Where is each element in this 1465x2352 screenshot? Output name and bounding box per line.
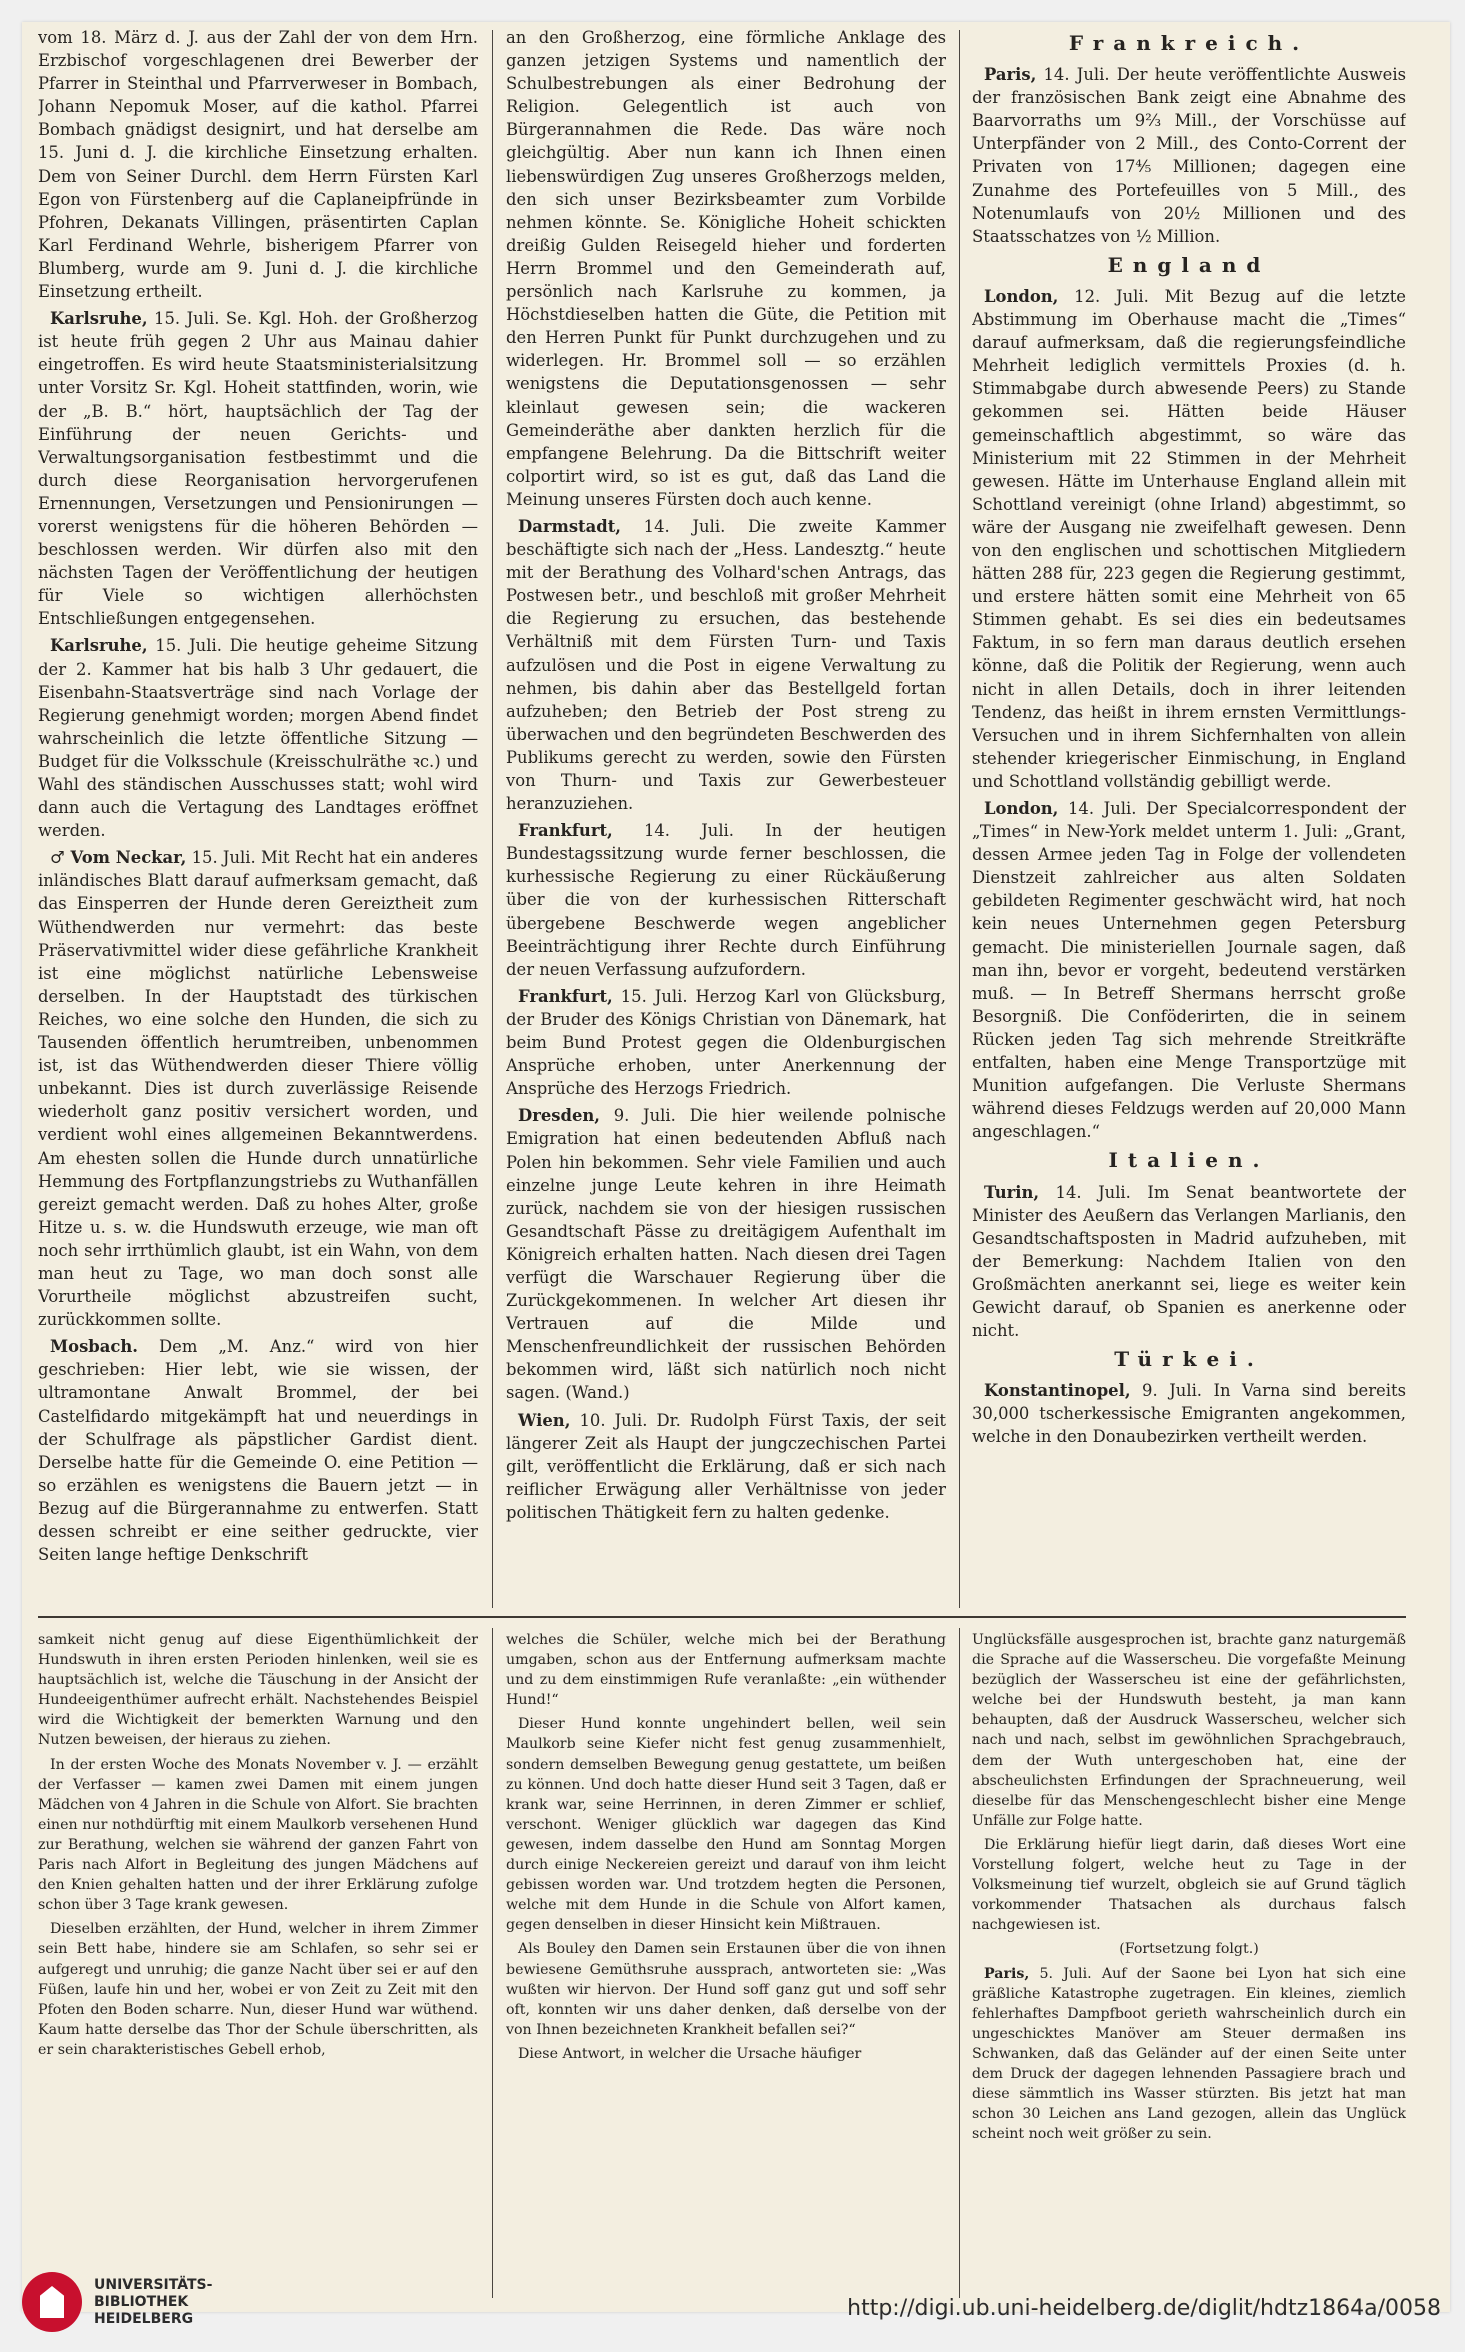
section-heading: Türkei. [1114,1347,1264,1372]
article-paragraph [38,1335,478,1566]
article-paragraph [506,2044,946,2064]
article-text: Diese Antwort, in welcher die Ursache häufiger [518,2045,862,2062]
dateline: Paris, [984,65,1037,85]
dateline: Darmstadt, [518,516,621,536]
article-text: 14. Juli. In der heutigen Bundestagssitzung wurde ferner beschlossen, die kurhessische Regierung zu einer Rückäußerung über die von der kurhessischen Ritterschaft übergebene Beschwerde wegen angeblicher Beeinträchtigung ihrer Rechte durch Einführung der neuen Verfassung aufzufordern. [506,821,946,979]
article-paragraph [506,1939,946,2039]
dateline: Konstantinopel, [984,1381,1131,1401]
column-divider [492,30,493,1608]
article-paragraph [38,307,478,630]
dateline: Dresden, [518,1106,601,1126]
section-heading: Italien. [1108,1148,1270,1173]
column-1 [38,26,478,1608]
article-paragraph [972,797,1406,1143]
article-paragraph [506,819,946,981]
article-text: 10. Juli. Dr. Rudolph Fürst Taxis, der seit längerer Zeit als Haupt der jungczechischen Partei gilt, veröffentlicht die Erklärung, daß er sich nach reiflicher Erwägung aller Verhältnisse von jeder politischen Thätigkeit fern zu halten gedenke. [506,1410,946,1522]
article-text: 14. Juli. Der Specialcorrespondent der „Times“ in New-York meldet unterm 1. Juli: „Grant, dessen Armee jeden Tag in Folge der vollendeten Dienstzeit zahlreicher aus alten Soldaten gebildeten Regimenter geschwächt wird, hat noch kein neues Unternehmen gegen Petersburg gemacht. Die ministeriellen Journale sagen, daß man ihn, bevor er vorgeht, bedeutend verstärken muß. — In Betreff Shermans herrscht große Besorgniß. Die Conföderirten, die in seinem Rücken jeden Tag sich mehrende Streitkräfte entfalten, haben eine Menge Transportzüge mit Munition aufgefangen. Die Verluste Shermans während dieses Feldzugs werden auf 20,000 Mann angeschlagen.“ [972,799,1406,1142]
article-paragraph [506,1630,946,1710]
article-paragraph [38,634,478,842]
article-text: 14. Juli. Der heute veröffentlichte Ausweis der französischen Bank zeigt eine Abnahme des Baarvorraths um 9⅔ Mill., der Vorschüsse auf Unterpfänder von 2 Mill., des Conto-Corrent der Privaten von 17⁴⁄₅ Millionen; dagegen eine Zunahme des Portefeuilles von 5 Mill., des Notenumlaufs von 20½ Millionen und des Staatsschatzes von ½ Million. [972,65,1406,246]
article-text: 12. Juli. Mit Bezug auf die letzte Abstimmung im Oberhause macht die „Times“ darauf aufmerksam, daß die regierungsfeindliche Mehrheit lediglich vermittels Proxies (d. h. Stimmabgabe durch abwesende Peers) zu Stande gekommen sei. Hätten beide Häuser gemeinschaftlich abgestimmt, so wäre das Ministerium mit 22 Stimmen in der Mehrheit gewesen. Hätte im Unterhause England allein mit Schottland vereinigt (ohne Irland) abgestimmt, so wäre der Ausgang nie zweifelhaft gewesen. Denn von den englischen und schottischen Mitgliedern hätten 288 für, 223 gegen die Regierung gestimmt, und erstere hätten somit eine Mehrheit von 65 Stimmen gehabt. Es sei dies ein bedeutsames Faktum, in so fern man daraus deutlich ersehen könne, daß die Politik der Regierung, wenn auch nicht in allen Details, doch in ihrer leitenden Tendenz, das heißt in ihrem ernsten Vermittlungs-Versuchen und in ihrem Sichfernhalten von allein stehender kriegerischer Einmischung, in England und Schottland vollständig gebilligt werde. [972,286,1406,791]
article-paragraph [38,1919,478,2060]
library-logo[interactable] [22,2272,212,2332]
article-paragraph [506,515,946,815]
column-divider [959,1628,960,2298]
article-text: Unglücksfälle ausgesprochen ist, brachte ganz naturgemäß die Sprache auf die Wasserscheu. Die vorgefaßte Meinung bezüglich der Wasserscheu ist eine der gefährlichsten, welche bei der Hundswuth besteht, ja man kann behaupten, daß der Ausdruck Wasserscheu, welcher sich nach und nach, selbst im gewöhnlichen Sprachgebrauch, dem der Wuth untergeschoben hat, eine der abscheulichsten Erfindungen der Sprachneuerung, weil dieselbe für das Menschengeschlecht bisher eine Menge Unfälle zur Folge hatte. [972,1632,1406,1829]
library-name: UNIVERSITÄTS- BIBLIOTHEK HEIDELBERG [94,2276,213,2327]
dateline: Wien, [518,1410,571,1430]
article-text: 15. Juli. Mit Recht hat ein anderes inländisches Blatt darauf aufmerksam gemacht, daß das Einsperren der Hunde deren Gereiztheit zum Wüthendwerden nur vermehrt: das beste Präservativmittel wider diese gefährliche Krankheit ist eine möglichst natürliche Lebensweise derselben. In der Hauptstadt des türkischen Reiches, wo eine solche den Hunden, die sich zu Tausenden öffentlich herumtreiben, unbenommen ist, ist das Wüthendwerden dieser Thiere völlig unbekannt. Dies ist durch zuverlässige Reisende wiederholt ganz positiv versichert worden, und verdient wohl eines allgemeinen Bekanntwerdens. Am ehesten sollen die Hunde durch unnatürliche Hemmung des Fortpflanzungstriebs zu Wuthanfällen gereizt gemacht werden. Daß zu hohes Alter, große Hitze u. s. w. die Hundswuth erzeuge, wie man oft noch sehr irrthümlich glaubt, ist ein Wahn, von dem man heut zu Tage, wo man doch sonst alle Vorurtheile möglichst abzustreifen sucht, zurückkommen sollte. [38,848,478,1330]
article-text: Dieser Hund konnte ungehindert bellen, weil sein Maulkorb seine Kiefer nicht fest genug zusammenhielt, sondern demselben Bewegung genug gestattete, um beißen zu können. Und doch hatte dieser Hund seit 3 Tagen, daß er krank war, seine Herrinnen, in deren Zimmer er schlief, verschont. Weniger glücklich war dagegen das Kind gewesen, indem dasselbe den Hund am Sonntag Morgen durch einige Neckereien gereizt und darauf von ihm leicht gebissen worden war. Und trotzdem hegten die Personen, welche mit dem Hunde in die Schule von Alfort kamen, gegen denselben in dieser Hinsicht kein Mißtrauen. [506,1716,946,1934]
dateline: Paris, [984,1965,1030,1982]
article-text: an den Großherzog, eine förmliche Anklage des ganzen jetzigen Systems und namentlich der Schulbestrebungen als einer Bedrohung der Religion. Gelegentlich ist auch von Bürgerannahmen die Rede. Das wäre noch gleichgültig. Aber nun kann ich Ihnen einen liebenswürdigen Zug unseres Großherzogs melden, den sich unser Bezirksbeamter zum Vorbilde nehmen könnte. Se. Königliche Hoheit schickten dreißig Gulden Reisegeld hieher und forderten Herrn Brommel und den Gemeinderath auf, persönlich nach Karlsruhe zu kommen, ja Höchstdieselben hatten die Güte, die Petition mit den Herren Punkt für Punkt durchzugehen und zu widerlegen. Hr. Brommel soll — so erzählen wenigstens die Deputationsgenossen — sehr kleinlaut gewesen sein; die wackeren Gemeinderäthe aber dankten herzlich für die empfangene Belehrung. Da die Bittschrift weiter colportirt wird, so ist es gut, daß das Land die Meinung unseres Fürsten doch auch kenne. [506,28,946,509]
dateline: London, [984,286,1059,306]
article-text: Als Bouley den Damen sein Erstaunen über die von ihnen bewiesene Gemüthsruhe aussprach, antworteten sie: „Was wußten wir hiervon. Der Hund soff ganz gut und soff sehr oft, konnten wir uns daher denken, daß derselbe von der von Ihnen bezeichneten Krankheit befallen sei?“ [506,1941,946,2038]
dateline: Karlsruhe, [50,636,148,656]
article-text: 9. Juli. Die hier weilende polnische Emigration hat einen bedeutenden Abfluß nach Polen hin bekommen. Sehr viele Familien und auch einzelne junge Leute kehren in ihre Heimath zurück, nachdem sie von der hiesigen russischen Gesandtschaft Pässe zu dreitägigem Aufenthalt im Königreich erhalten hatten. Nach diesen drei Tagen verfügt die Warschauer Regierung über die Zurückgekommenen. In welcher Art diesen ihr Vertrauen auf die Milde und Menschenfreundlichkeit der russischen Behörden bekommen wird, läßt sich natürlich noch nicht sagen. (Wand.) [506,1106,946,1403]
dateline: Frankfurt, [518,986,613,1006]
article-paragraph [38,26,478,303]
feuilleton-column-1 [38,1630,478,2310]
dateline: Turin, [984,1182,1040,1202]
article-paragraph [972,1939,1406,1959]
article-paragraph [972,1964,1406,2145]
article-paragraph [972,1181,1406,1343]
article-paragraph [972,63,1406,248]
article-text: samkeit nicht genug auf diese Eigenthümlichkeit der Hundswuth in ihren ersten Perioden hinlenken, weil sie es hauptsächlich ist, welche die Täuschung in der Ansicht der Hundeeigenthümer aufrecht erhält. Nachstehendes Beispiel wird die Wichtigkeit der bemerkten Warnung und den Nutzen beweisen, der hieraus zu ziehen. [38,1632,478,1749]
article-text: 15. Juli. Herzog Karl von Glücksburg, der Bruder des Königs Christian von Dänemark, hat beim Bund Protest gegen die Oldenburgischen Ansprüche erhoben, unter Anerkennung der Ansprüche des Herzogs Friedrich. [506,986,946,1099]
source-url[interactable]: http://digi.ub.uni-heidelberg.de/diglit/hdtz1864a/0058 [847,2296,1441,2321]
article-paragraph [506,985,946,1100]
article-text: Dem „M. Anz.“ wird von hier geschrieben: Hier lebt, wie sie wissen, der ultramontane Anwalt Brommel, der bei Castelfidardo mitgekämpft hat und neuerdings in der Schulfrage als päpstlicher Gardist dient. Derselbe hatte für die Gemeinde O. eine Petition — so erzählen es wenigstens die Bauern jetzt — in Bezug auf die Bürgerannahme zu entwerfen. Statt dessen schreibt er eine seither gedruckte, vier Seiten lange heftige Denkschrift [38,1337,478,1565]
dateline: Mosbach. [50,1337,138,1357]
article-paragraph [506,1714,946,1935]
article-paragraph [38,846,478,1331]
dateline: Karlsruhe, [50,309,148,329]
feuilleton-divider [38,1616,1406,1618]
article-text: 14. Juli. Im Senat beantwortete der Minister des Aeußern das Verlangen Marlianis, den Gesandtschaftsposten in Madrid aufzuheben, mit der Bemerkung: Nachdem Italien von den Großmächten anerkannt sei, liege es weiter kein Gewicht darauf, ob Spanien es anerkenne oder nicht. [972,1182,1406,1341]
article-paragraph [38,1755,478,1916]
article-text: 15. Juli. Die heutige geheime Sitzung der 2. Kammer hat bis halb 3 Uhr gedauert, die Eisenbahn-Staatsverträge sind nach Vorlage der Regierung genehmigt worden; morgen Abend findet wahrscheinlich die letzte öffentliche Sitzung — Budget für die Volksschule (Kreisschulräthe ꝛc.) und Wahl des ständischen Ausschusses statt; wohl wird dann auch die Vertagung des Landtages eröffnet werden. [38,636,478,841]
section-heading: Frankreich. [1068,31,1310,55]
article-paragraph [506,26,946,511]
dateline: London, [984,799,1059,818]
section-heading: England [1107,252,1271,277]
feuilleton-column-3 [972,1630,1406,2310]
column-2 [506,26,946,1608]
article-text: 5. Juli. Auf der Saone bei Lyon hat sich eine gräßliche Katastrophe zugetragen. Ein kleines, ziemlich fehlerhaftes Dampfboot gerieth wahrscheinlich durch ein ungeschicktes Manöver am Steuer dermaßen ins Schwanken, daß das Geländer auf der einen Seite unter dem Druck der dagegen lehnenden Passagiere brach und diese sämmtlich ins Wasser stürzten. Bis jetzt hat man schon 30 Leichen ans Land gezogen, allein das Unglück scheint noch weit größer zu sein. [972,1965,1406,2143]
column-divider [959,30,960,1608]
article-text: vom 18. März d. J. aus der Zahl der von dem Hrn. Erzbischof vorgeschlagenen drei Bewerber der Pfarrer in Steinthal und Pfarrverweser in Bombach, Johann Nepomuk Moser, auf die kathol. Pfarrei Bombach gnädigst designirt, und hat derselbe am 15. Juni d. J. die kirchliche Einsetzung erhalten. Dem von Seiner Durchl. dem Herrn Fürsten Karl Egon von Fürstenberg auf die Caplaneipfründe in Pfohren, Dekanats Villingen, präsentirten Caplan Karl Ferdinand Wehrle, bisherigem Pfarrer von Blumberg, wurde am 9. Juni d. J. die kirchliche Einsetzung ertheilt. [38,28,478,302]
article-text: welches die Schüler, welche mich bei der Berathung umgaben, schon aus der Entfernung aufmerksam machte und zu dem einstimmigen Rufe veranlaßte: „ein wüthender Hund!“ [506,1632,946,1709]
article-paragraph [38,1630,478,1751]
feuilleton-column-2 [506,1630,946,2310]
column-divider [492,1628,493,2298]
library-logo-icon [22,2272,82,2332]
article-text: 9. Juli. In Varna sind bereits 30,000 tscherkessische Emigranten angekommen, welche in den Donaubezirken vertheilt werden. [972,1381,1406,1447]
article-text: (Fortsetzung folgt.) [1119,1941,1259,1958]
article-text: 14. Juli. Die zweite Kammer beschäftigte sich nach der „Hess. Landesztg.“ heute mit der Berathung des Volhard'schen Antrags, das Postwesen betr., und beschloß mit großer Mehrheit die Regierung zu ersuchen, das bestehende Verhältniß mit dem Fürsten Turn- und Taxis aufzulösen und die Post in eigene Verwaltung zu nehmen, bis dahin aber das Bestellgeld fortan aufzuheben; den Betrieb der Post streng zu überwachen und den begründeten Beschwerden des Publikums gerecht zu werden, sowie den Fürsten von Thurn- und Taxis zur Gewerbesteuer heranzuziehen. [506,516,946,814]
article-paragraph [972,1379,1406,1448]
article-text: Dieselben erzählten, der Hund, welcher in ihrem Zimmer sein Bett habe, hindere sie am Schlafen, so sehr sei er aufgeregt und unruhig; die ganze Nacht über sei er auf den Füßen, laufe hin und her, wobei er von Zeit zu Zeit mit den Pfoten den Boden scharre. Nun, dieser Hund war wüthend. Kaum hatte derselbe das Thor der Schule überschritten, als er sein charakteristisches Gebell erhob, [38,1921,478,2058]
dateline: Frankfurt, [518,821,613,841]
article-text: 15. Juli. Se. Kgl. Hoh. der Großherzog ist heute früh gegen 2 Uhr aus Mainau dahier eingetroffen. Es wird heute Staatsministerialsitzung unter Vorsitz Sr. Kgl. Hoheit stattfinden, worin, wie der „B. B.“ hört, hauptsächlich der Tag der Einführung der neuen Gerichts- und Verwaltungsorganisation festbestimmt und die durch diese Reorganisation hervorgerufenen Ernennungen, Versetzungen und Pensionirungen — vorerst wenigstens für die höheren Behörden — beschlossen werden. Wir dürfen also mit den nächsten Tagen der Veröffentlichung der heutigen für Viele so wichtigen allerhöchsten Entschließungen entgegensehen. [38,309,478,629]
dateline: ♂ Vom Neckar, [50,848,187,868]
article-paragraph [506,1104,946,1404]
article-text: In der ersten Woche des Monats November v. J. — erzählt der Verfasser — kamen zwei Damen mit einem jungen Mädchen von 4 Jahren in die Schule von Alfort. Sie brachten einen nur nothdürftig mit einem Maulkorb versehenen Hund zur Berathung, welchen sie während der ganzen Fahrt von Paris nach Alfort in Begleitung des jungen Mädchens auf den Knien gehalten hatten und der ihrer Erklärung zufolge schon über 3 Tage krank gewesen. [38,1756,478,1914]
article-paragraph [972,285,1406,793]
article-text: Die Erklärung hiefür liegt darin, daß dieses Wort eine Vorstellung folgert, welche heut zu Tage in der Volksmeinung tief wurzelt, obgleich sie auf Grund täglich vorkommender Thatsachen als durchaus falsch nachgewiesen ist. [972,1836,1406,1934]
article-paragraph [972,1630,1406,1831]
column-3 [972,26,1406,1608]
article-paragraph [972,1835,1406,1935]
article-paragraph [506,1409,946,1524]
